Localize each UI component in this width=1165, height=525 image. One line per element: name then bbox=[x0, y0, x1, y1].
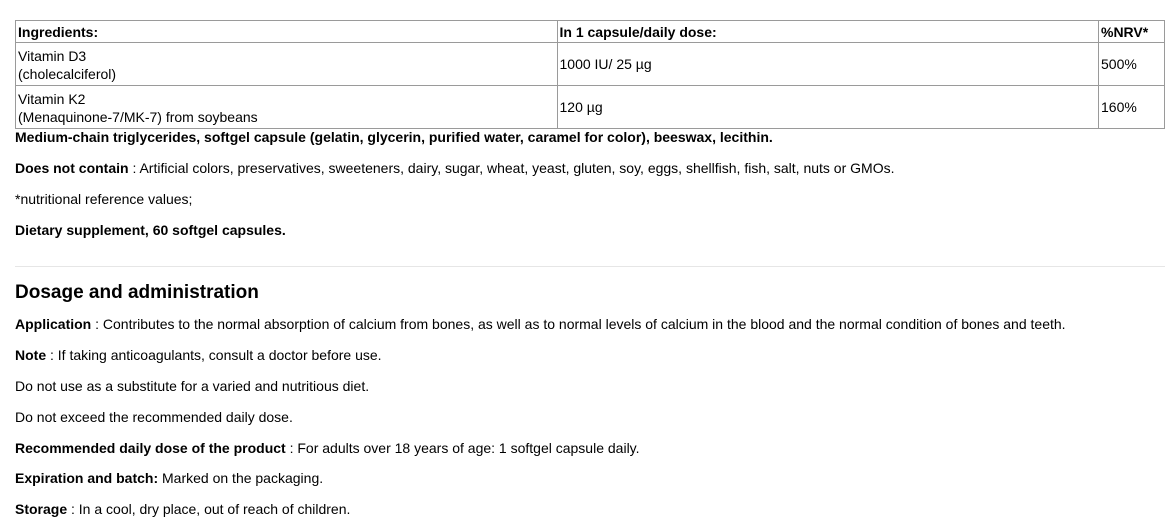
ingredient-cell bbox=[16, 43, 558, 86]
warning-diet: Do not use as a substitute for a varied and nutritious diet. bbox=[15, 378, 370, 394]
section-divider bbox=[15, 266, 1165, 267]
note-text: : If taking anticoagulants, consult a doctor before use. bbox=[46, 347, 382, 363]
dose-cell: 1000 IU/ 25 µg bbox=[557, 43, 1099, 86]
table-row bbox=[16, 43, 1165, 86]
ingredient-detail: (cholecalciferol) bbox=[18, 66, 117, 82]
dose-cell: 120 µg bbox=[557, 86, 1099, 129]
header-nrv: %NRV* bbox=[1099, 21, 1165, 43]
table-header-row bbox=[16, 21, 1165, 43]
nrv-cell: 160% bbox=[1099, 86, 1165, 129]
expiration-text: Marked on the packaging. bbox=[158, 470, 324, 486]
storage-label: Storage bbox=[15, 501, 68, 517]
ingredient-cell bbox=[16, 86, 558, 129]
supplement-description-text: Dietary supplement, 60 softgel capsules. bbox=[15, 222, 286, 238]
supplement-description bbox=[15, 221, 286, 239]
recommended-dose-info bbox=[15, 439, 640, 457]
ingredient-name: Vitamin D3 bbox=[18, 48, 87, 64]
note-label: Note bbox=[15, 347, 47, 363]
other-ingredients bbox=[15, 128, 773, 146]
recommended-dose-label: Recommended daily dose of the product bbox=[15, 440, 286, 456]
application-text: : Contributes to the normal absorption of calcium from bones, as well as to normal levels of calcium in the blood and the normal condition of bones and teeth. bbox=[91, 316, 1066, 332]
other-ingredients-text: Medium-chain triglycerides, softgel capsule (gelatin, glycerin, purified water, caramel for color), beeswax, lecithin. bbox=[15, 129, 773, 145]
ingredient-detail: (Menaquinone-7/MK-7) from soybeans bbox=[18, 109, 258, 125]
note-info bbox=[15, 346, 382, 364]
ingredient-name: Vitamin K2 bbox=[18, 91, 86, 107]
table-row bbox=[16, 86, 1165, 129]
warning-dose: Do not exceed the recommended daily dose. bbox=[15, 409, 293, 425]
does-not-contain-text: : Artificial colors, preservatives, sweeteners, dairy, sugar, wheat, yeast, gluten, soy, eggs, shellfish, fish, salt, nuts or GMOs. bbox=[128, 160, 895, 176]
application-info bbox=[15, 315, 1066, 333]
storage-text: : In a cool, dry place, out of reach of children. bbox=[67, 501, 351, 517]
ingredients-table bbox=[15, 20, 1165, 129]
section-title: Dosage and administration bbox=[15, 282, 259, 303]
nrv-cell: 500% bbox=[1099, 43, 1165, 86]
expiration-label: Expiration and batch: bbox=[15, 470, 159, 486]
expiration-info bbox=[15, 469, 323, 487]
header-dose: In 1 capsule/daily dose: bbox=[557, 21, 1099, 43]
recommended-dose-text: : For adults over 18 years of age: 1 softgel capsule daily. bbox=[285, 440, 640, 456]
nrv-footnote: *nutritional reference values; bbox=[15, 191, 193, 207]
does-not-contain-label: Does not contain bbox=[15, 160, 129, 176]
storage-info bbox=[15, 500, 350, 518]
header-ingredients: Ingredients: bbox=[16, 21, 558, 43]
does-not-contain bbox=[15, 159, 894, 177]
application-label: Application bbox=[15, 316, 92, 332]
